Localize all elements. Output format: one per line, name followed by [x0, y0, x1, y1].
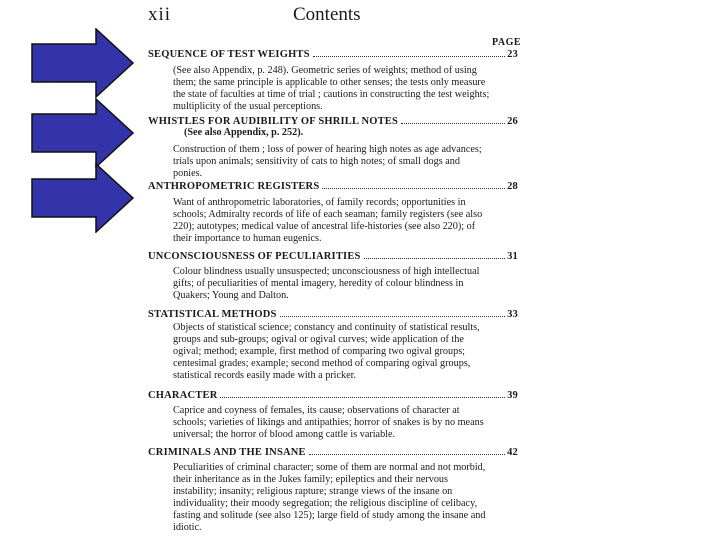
toc-entry-title: WHISTLES FOR AUDIBILITY OF SHRILL NOTES	[148, 116, 399, 127]
description-line: the state of faculties at time of trial ; cautions in constructing the test weights;	[173, 88, 490, 100]
dot-leader	[401, 122, 505, 124]
description-line: trials upon animals; sensitivity of cats to high notes; of small dogs and	[173, 155, 460, 167]
toc-entry-description	[173, 144, 520, 180]
description-line: instability; insanity; religious rapture; strange views of the insane on	[173, 485, 453, 497]
description-line: idiotic.	[173, 521, 202, 533]
right-arrow-icon	[31, 28, 134, 98]
toc-entry-title: UNCONSCIOUSNESS OF PECULIARITIES	[148, 251, 361, 262]
dot-leader	[313, 55, 505, 57]
description-line: individuality; their moody segregation; the religious discipline of celibacy,	[173, 497, 478, 509]
dot-leader	[309, 453, 505, 455]
description-line: Peculiarities of criminal character; some of them are normal and not morbid,	[173, 462, 486, 473]
toc-entry-page: 31	[507, 251, 518, 262]
toc-entry-heading	[148, 178, 518, 192]
toc-entry-page: 33	[507, 309, 518, 320]
dot-leader	[280, 315, 506, 317]
toc-entry-heading	[148, 444, 518, 458]
description-line: schools; varieties of likings and antipathies; horror of snakes is by no means	[173, 416, 484, 428]
page-title: Contents	[293, 4, 361, 25]
dot-leader	[322, 187, 505, 189]
toc-entry-description	[173, 266, 520, 302]
toc-entry-title: CHARACTER	[148, 390, 218, 401]
description-line: 220); autotypes; medical value of ancestral life-histories (see also 220); of	[173, 220, 476, 232]
dot-leader	[220, 396, 505, 398]
description-line: their inheritance as in the Jukes family; epileptics and their nervous	[173, 473, 448, 485]
toc-entry-page: 39	[507, 390, 518, 401]
page-column-label: PAGE	[492, 37, 522, 48]
description-line: their importance to human eugenics.	[173, 232, 322, 244]
description-line: them; the same principle is applicable to other senses; the tests only measure	[173, 76, 486, 88]
page-number: xii	[148, 4, 172, 25]
toc-entry-page: 23	[507, 49, 518, 60]
description-line: schools; Admiralty records of life of each seaman; family registers (see also	[173, 208, 483, 220]
toc-entry-description	[173, 65, 520, 113]
toc-entry-description	[173, 405, 520, 441]
dot-leader	[364, 257, 506, 259]
description-line: multiplicity of the usual perceptions.	[173, 100, 323, 112]
description-line: groups and sub-groups; ogival or ogival curves; wide application of the	[173, 333, 464, 345]
description-line: Colour blindness usually unsuspected; unconsciousness of high intellectual	[173, 266, 480, 277]
toc-entry-heading	[148, 46, 518, 60]
description-line: fasting and solitude (see also 125); large field of study among the insane and	[173, 509, 486, 521]
description-line: centesimal grades; example; second method of comparing ogival groups,	[173, 357, 471, 369]
description-line: Construction of them ; loss of power of hearing high notes as age advances;	[173, 144, 482, 155]
description-line: ponies.	[173, 167, 203, 179]
description-line: (See also Appendix, p. 248). Geometric series of weights; method of using	[173, 65, 477, 76]
right-arrow-icon	[31, 98, 134, 168]
toc-entry-heading	[148, 248, 518, 262]
description-line: statistical records easily made with a pricker.	[173, 369, 357, 381]
toc-entry-title: ANTHROPOMETRIC REGISTERS	[148, 181, 320, 192]
toc-entry-description	[173, 322, 520, 382]
description-line: universal; the horror of blood among cattle is variable.	[173, 428, 396, 440]
toc-entry-description	[173, 197, 520, 245]
description-line: Objects of statistical science; constancy and continuity of statistical results,	[173, 322, 480, 333]
toc-entry-title: STATISTICAL METHODS	[148, 309, 277, 320]
toc-entry-page: 42	[507, 447, 518, 458]
toc-entry-heading	[148, 113, 518, 127]
see-also-note: (See also Appendix, p. 252).	[184, 127, 304, 138]
description-line: Want of anthropometric laboratories, of family records; opportunities in	[173, 197, 466, 208]
toc-entry-heading	[148, 306, 518, 320]
description-line: gifts; of peculiarities of mental imagery, heredity of colour blindness in	[173, 277, 464, 289]
right-arrow-icon	[31, 163, 134, 233]
description-line: ogival; method; example, first method of comparing two ogival groups;	[173, 345, 465, 357]
description-line: Caprice and coyness of females, its cause; observations of character at	[173, 405, 460, 416]
toc-entry-page: 26	[507, 116, 518, 127]
toc-entry-title: CRIMINALS AND THE INSANE	[148, 447, 306, 458]
description-line: Quakers; Young and Dalton.	[173, 289, 289, 301]
toc-entry-heading	[148, 387, 518, 401]
toc-entry-title: SEQUENCE OF TEST WEIGHTS	[148, 49, 310, 60]
toc-entry-description	[173, 462, 520, 533]
toc-entry-page: 28	[507, 181, 518, 192]
